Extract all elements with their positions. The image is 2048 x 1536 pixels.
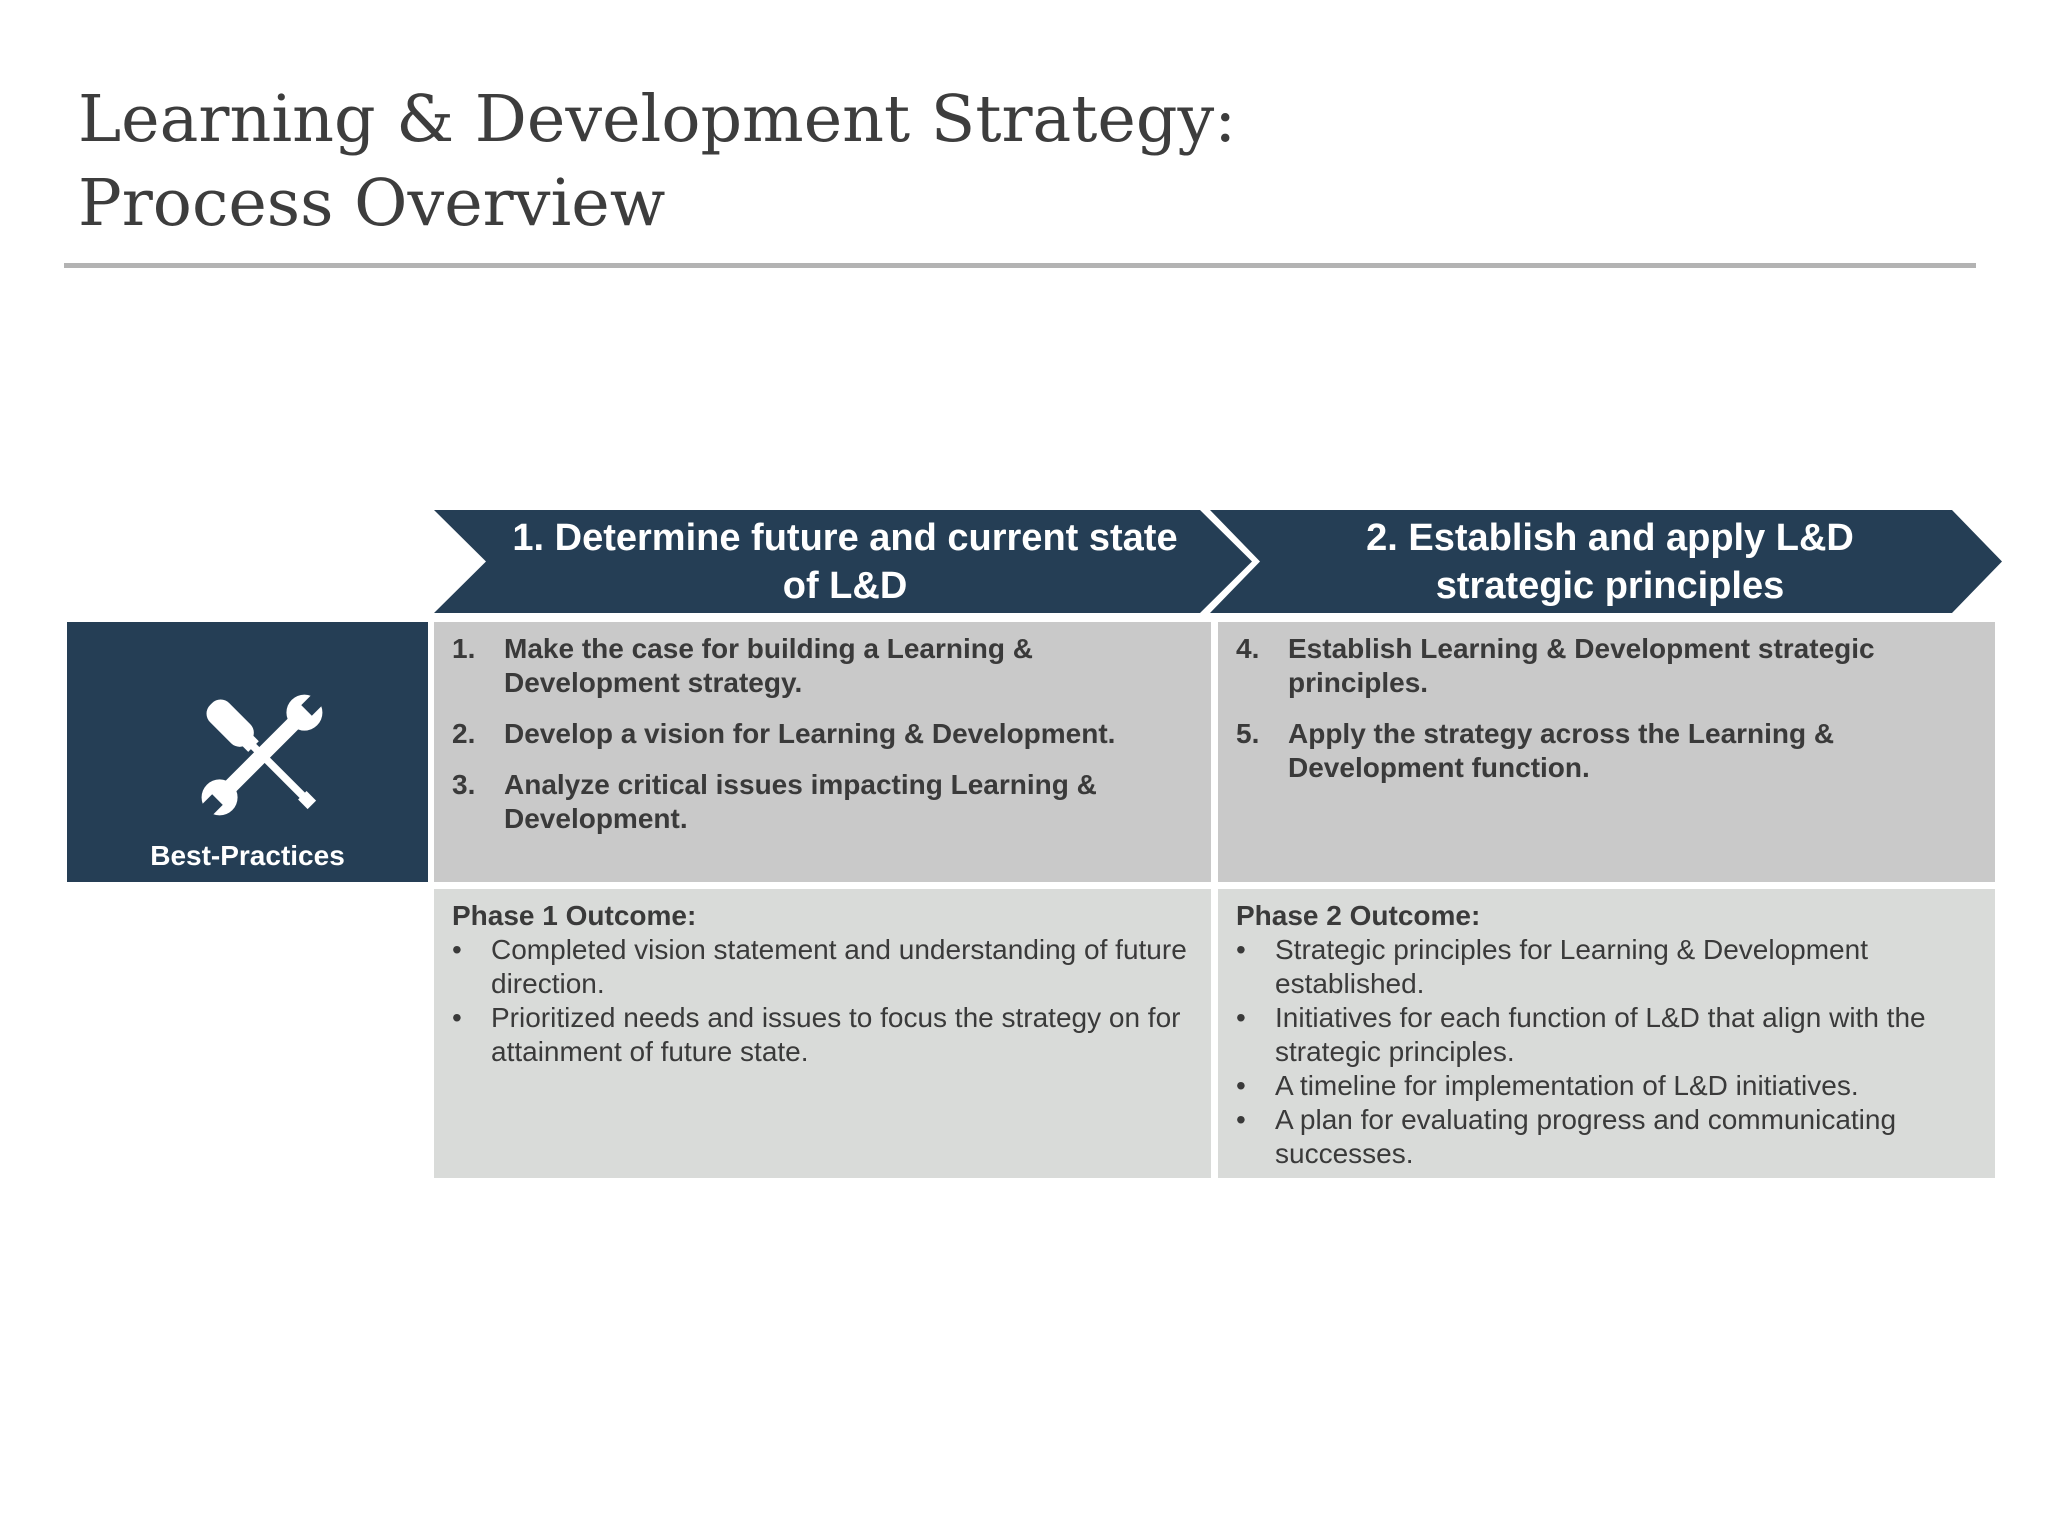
phase-2-outcome-title: Phase 2 Outcome: [1236, 900, 1481, 931]
step-item [1236, 632, 1977, 700]
outcome-text: Strategic principles for Learning & Development established. [1275, 934, 1868, 999]
step-item [1236, 717, 1977, 785]
step-text: Make the case for building a Learning & Development strategy. [504, 633, 1033, 698]
page-title-line-1: Learning & Development Strategy: [78, 82, 1237, 157]
outcome-text: Initiatives for each function of L&D that align with the strategic principles. [1275, 1002, 1926, 1067]
bullet-icon: • [452, 1002, 462, 1033]
bullet-icon: • [1236, 1104, 1246, 1135]
list-item [1236, 933, 1977, 1001]
outcome-text: A plan for evaluating progress and communicating successes. [1275, 1104, 1897, 1169]
bullet-icon: • [1236, 1002, 1246, 1033]
list-item [1236, 1103, 1977, 1171]
step-item [452, 768, 1193, 836]
page-title [78, 78, 1236, 246]
bullet-icon: • [1236, 1070, 1246, 1101]
step-text: Develop a vision for Learning & Development. [504, 718, 1116, 749]
bullet-icon: • [452, 934, 462, 965]
phase-1-outcome-title: Phase 1 Outcome: [452, 900, 697, 931]
list-item [452, 1001, 1193, 1069]
phase-1-outcome [434, 889, 1211, 1178]
step-text: Establish Learning & Development strategic principles. [1288, 633, 1875, 698]
phase-2-header-label: 2. Establish and apply L&D strategic principles [1366, 516, 1854, 607]
phase-1-steps [434, 622, 1211, 882]
phase-2-outcome [1218, 889, 1995, 1178]
bullet-icon: • [1236, 934, 1246, 965]
list-item [1236, 1001, 1977, 1069]
step-text: Apply the strategy across the Learning & Development function. [1288, 718, 1835, 783]
phase-1-header-label: 1. Determine future and current state of L&D [512, 516, 1178, 607]
outcome-text: A timeline for implementation of L&D initiatives. [1275, 1070, 1859, 1101]
outcome-text: Completed vision statement and understanding of future direction. [491, 934, 1187, 999]
list-item [1236, 1069, 1977, 1103]
list-item [452, 933, 1193, 1001]
step-number: 3. [452, 769, 476, 800]
page-title-line-2: Process Overview [78, 166, 666, 241]
step-number: 4. [1236, 633, 1260, 664]
step-text: Analyze critical issues impacting Learning & Development. [504, 769, 1097, 834]
phase-2-steps [1218, 622, 1995, 882]
step-item [452, 717, 1193, 751]
step-number: 2. [452, 718, 476, 749]
phase-1-header [434, 510, 1252, 613]
step-number: 1. [452, 633, 476, 664]
best-practices-panel [67, 622, 428, 882]
best-practices-label: Best-Practices [150, 840, 345, 871]
step-item [452, 632, 1193, 700]
step-number: 5. [1236, 718, 1260, 749]
title-divider [64, 263, 1976, 268]
tools-icon [187, 680, 337, 830]
phase-2-header [1210, 510, 2002, 613]
outcome-text: Prioritized needs and issues to focus the strategy on for attainment of future state. [491, 1002, 1181, 1067]
